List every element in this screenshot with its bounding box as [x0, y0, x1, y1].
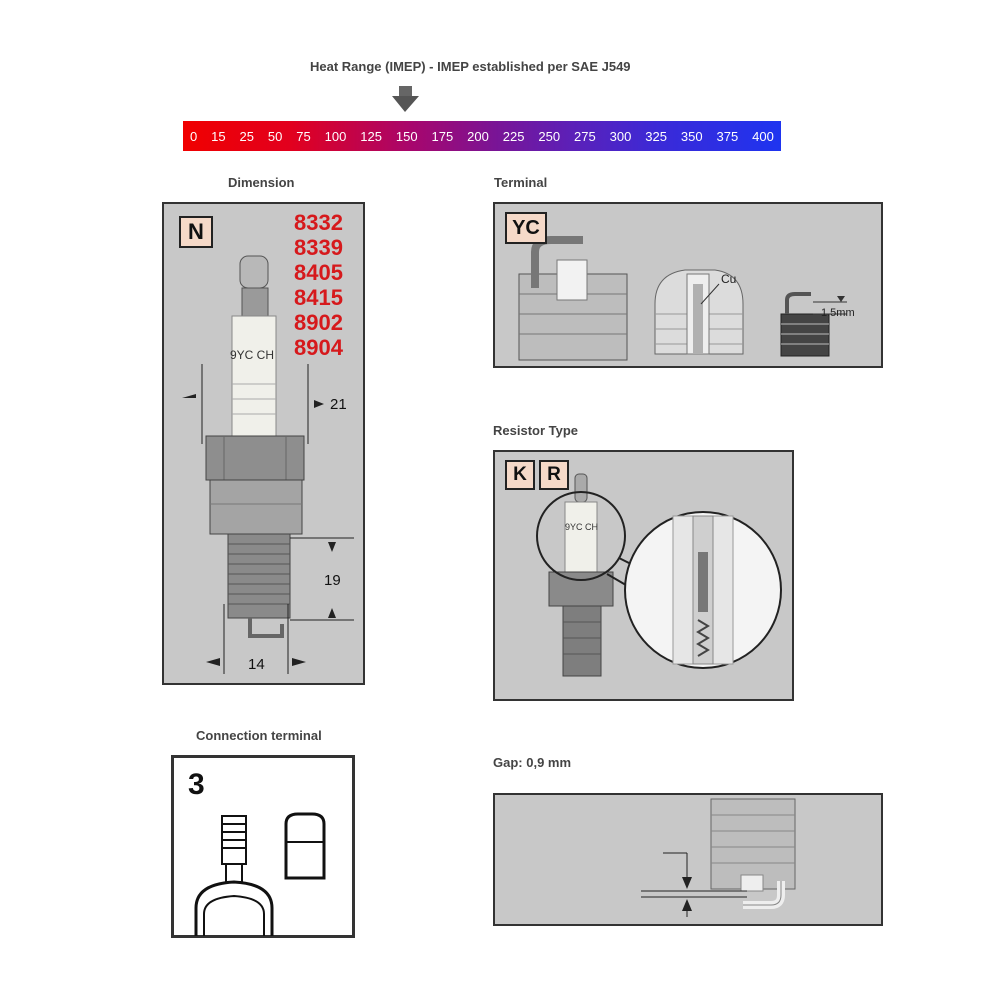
gap-caption: Gap: 0,9 mm: [493, 755, 572, 770]
heat-tick: 25: [239, 128, 254, 144]
heat-tick: 50: [267, 128, 283, 144]
reach-value: 19: [324, 572, 341, 589]
heat-tick: 350: [680, 128, 703, 144]
insulator-print: 9YC CH: [230, 348, 275, 362]
terminal-code-badge: YC: [505, 212, 547, 244]
heat-tick: 150: [395, 128, 418, 144]
dimension-caption: Dimension: [228, 175, 295, 190]
part-number-list: [294, 210, 343, 360]
heat-tick: 250: [538, 128, 561, 144]
resistor-type-caption: Resistor Type: [493, 423, 579, 438]
connection-terminal-code: 3: [188, 768, 205, 801]
heat-range-scale: [183, 121, 781, 151]
heat-range-title: Heat Range (IMEP) - IMEP established per SAE J549: [310, 59, 631, 74]
heat-tick: 300: [609, 128, 632, 144]
heat-tick: 175: [431, 128, 454, 144]
electrode-detail-drawing: [495, 204, 885, 370]
resistor-code-badge-k: K: [505, 460, 535, 490]
hex-size-value: 21: [330, 396, 347, 413]
heat-tick: 0: [189, 128, 198, 144]
part-number: 8902: [294, 310, 343, 335]
heat-tick: 275: [574, 128, 596, 144]
thread-value: 14: [248, 656, 265, 673]
heat-tick: 125: [360, 128, 382, 144]
dimension-code-badge: N: [179, 216, 213, 248]
heat-tick: 100: [324, 128, 347, 144]
heat-tick: 400: [752, 128, 774, 144]
connection-terminal-panel: [171, 755, 355, 938]
part-number: 8339: [294, 235, 343, 260]
heat-tick: 375: [716, 128, 739, 144]
gap-panel: [493, 793, 883, 926]
resistor-code-badge-r: R: [539, 460, 569, 490]
terminal-caption: Terminal: [494, 175, 548, 190]
part-number: 8332: [294, 210, 343, 235]
heat-tick: 225: [502, 128, 525, 144]
terminal-panel: [493, 202, 883, 368]
heat-tick: 75: [296, 128, 311, 144]
heat-tick: 325: [645, 128, 667, 144]
part-number: 8904: [294, 335, 343, 360]
heat-tick: 15: [211, 128, 226, 144]
gap-drawing: [495, 795, 885, 928]
resistor-insulator-print: 9YC CH: [565, 522, 599, 532]
part-number: 8415: [294, 285, 343, 310]
copper-core-label: Cu: [721, 272, 737, 286]
part-number: 8405: [294, 260, 343, 285]
heat-tick: 200: [467, 128, 489, 144]
resistor-type-panel: [493, 450, 794, 701]
projection-label: 1.5mm: [821, 307, 855, 319]
connection-terminal-caption: Connection terminal: [196, 728, 322, 743]
